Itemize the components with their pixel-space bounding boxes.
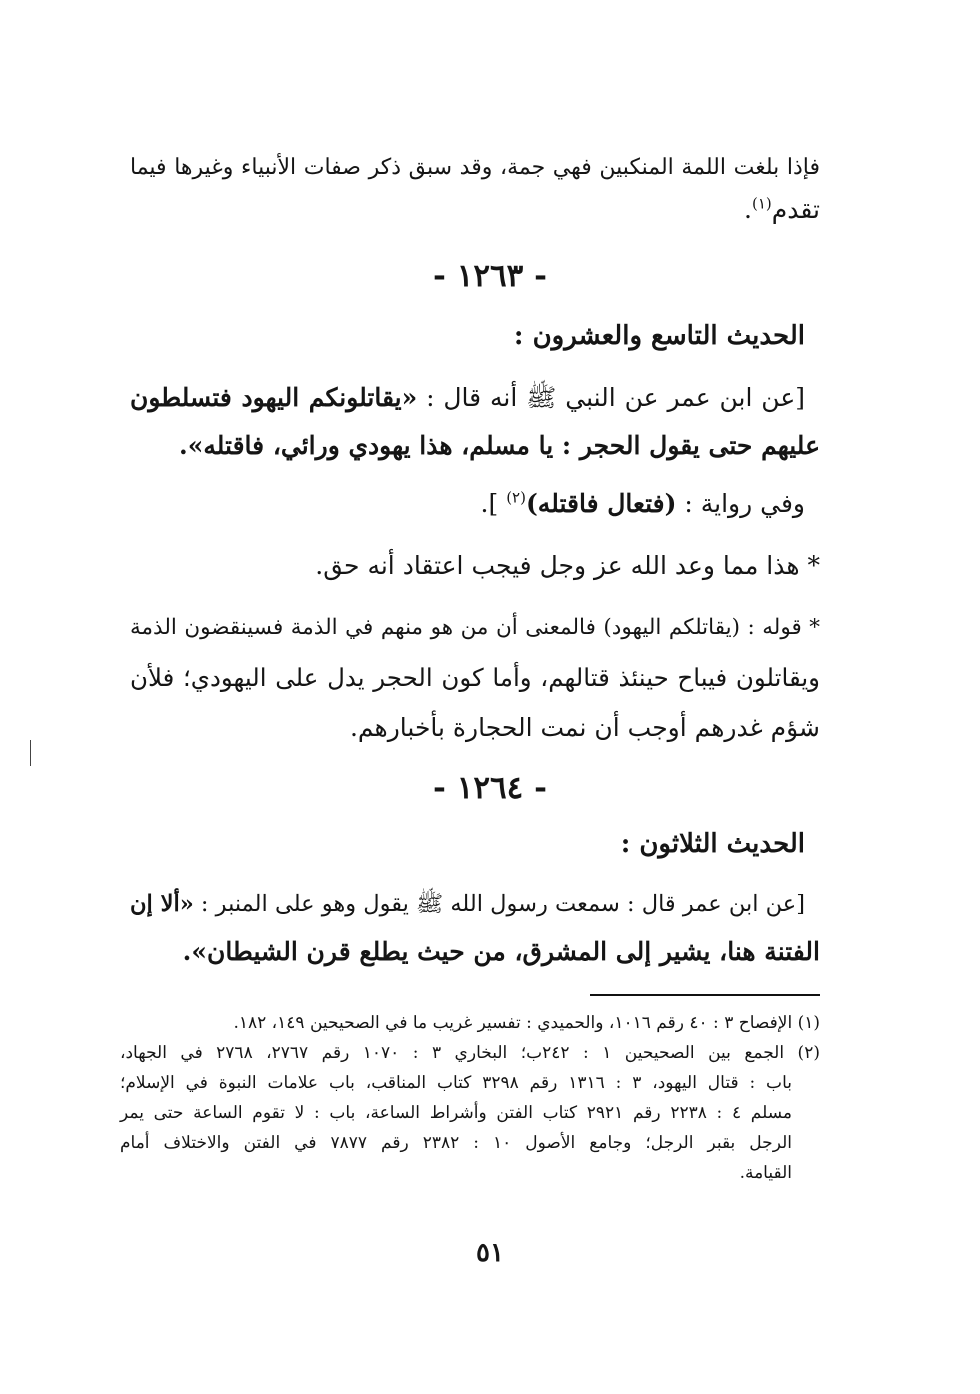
hadith-number: - ١٢٦٤ - bbox=[433, 770, 547, 806]
commentary-line: ويقاتلون فيباح حينئذ قتالهم، وأما كون الحجر يدل على اليهودي؛ فلأن bbox=[130, 663, 820, 692]
text-run: تقدم bbox=[771, 195, 820, 224]
commentary-line: * هذا مما وعد الله عز وجل فيجب اعتقاد أنه حق. bbox=[315, 551, 820, 580]
page-number: ٥١ bbox=[476, 1238, 504, 1268]
footnote-continuation: مسلم ٤ : ٢٢٣٨ رقم ٢٩٢١ كتاب الفتن وأشراط الساعة، باب : لا تقوم الساعة حتى يمر bbox=[120, 1103, 792, 1123]
footnote: (١) الإفصاح ٣ : ٤٠ رقم ١٠١٦، والحميدي : تفسير غريب ما في الصحيحين ١٤٩، ١٨٢. bbox=[233, 1013, 820, 1033]
paragraph-line bbox=[130, 192, 820, 228]
text-run: فإذا بلغت اللمة المنكبين فهي جمة، وقد سبق ذكر صفات الأنبياء وغيرها فيما bbox=[130, 155, 820, 180]
hadith-number: - ١٢٦٣ - bbox=[433, 258, 547, 294]
footnote: (٢) الجمع بين الصحيحين ١ : ٢٤٢ب؛ البخاري ٣ : ١٠٧٠ رقم ٢٧٦٧، ٢٧٦٨ في الجهاد، bbox=[120, 1043, 820, 1063]
prophetic-quote: الفتنة هنا، يشير إلى المشرق، من حيث يطلع قرن الشيطان». bbox=[182, 937, 820, 966]
footnote-ref: (٢) bbox=[506, 488, 526, 507]
hadith-heading: الحديث الثلاثون : bbox=[620, 829, 805, 859]
hadith-heading: الحديث التاسع والعشرون : bbox=[513, 321, 805, 351]
footnote-ref: (١) bbox=[752, 194, 772, 213]
footnote-continuation: الرجل بقبر الرجل؛ وجامع الأصول ١٠ : ٢٣٨٢ رقم ٧٨٧٧ في الفتن والاختلاف أمام bbox=[120, 1133, 792, 1153]
text-run: . bbox=[744, 195, 752, 224]
text-run: وفي رواية : bbox=[676, 489, 805, 518]
scan-margin-mark bbox=[30, 740, 31, 766]
commentary-line: * قوله : (يقاتلكم اليهود) فالمعنى أن من هو منهم في الذمة فسينقضون الذمة bbox=[130, 615, 820, 640]
hadith-text-line bbox=[130, 428, 820, 464]
prophetic-quote: (فتعال فاقتله) bbox=[525, 489, 677, 518]
prophetic-quote: «ألا إن bbox=[130, 891, 194, 917]
paragraph-line bbox=[130, 150, 820, 186]
prophetic-quote: «يقاتلونكم اليهود فتسلطون bbox=[130, 383, 418, 412]
footnote-continuation: القيامة. bbox=[739, 1163, 792, 1183]
footnote-continuation: باب : قتال اليهود، ٣ : ١٣١٦ رقم ٣٢٩٨ كتاب المناقب، باب علامات النبوة في الإسلام؛ bbox=[120, 1073, 792, 1093]
hadith-text-line bbox=[130, 380, 805, 416]
text-run: [عن ابن عمر عن النبي ﷺ أنه قال : bbox=[417, 383, 805, 412]
commentary-line: شؤم غدرهم أوجب أن نمت الحجارة بأخبارهم. bbox=[349, 713, 820, 742]
footnote-separator bbox=[590, 994, 820, 996]
text-run: ]. bbox=[480, 489, 507, 518]
hadith-text-line bbox=[130, 886, 805, 922]
prophetic-quote: عليهم حتى يقول الحجر : يا مسلم، هذا يهودي ورائي، فاقتله». bbox=[179, 431, 820, 460]
text-run: [عن ابن عمر قال : سمعت رسول الله ﷺ يقول وهو على المنبر : bbox=[193, 891, 805, 917]
hadith-text-line bbox=[130, 934, 820, 970]
hadith-text-line bbox=[130, 486, 805, 522]
